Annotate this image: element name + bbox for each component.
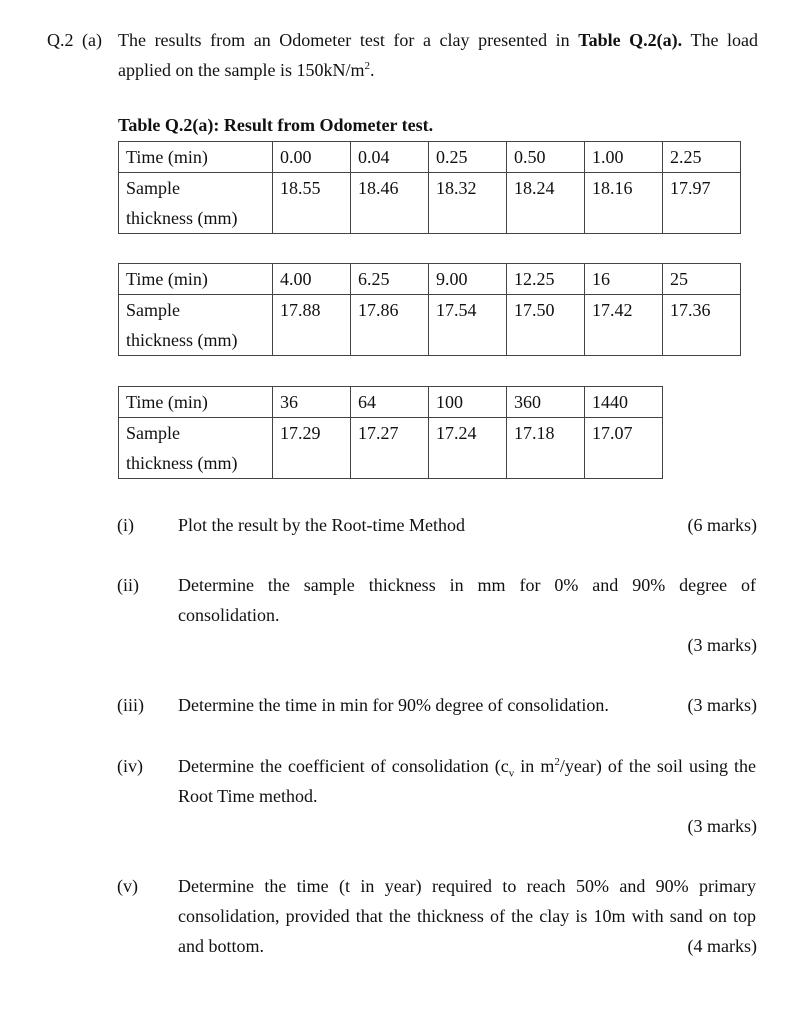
cv-subscript: v — [508, 767, 515, 780]
table-row-thickness — [119, 418, 663, 479]
intro-text-end: . — [369, 60, 375, 80]
thickness-cell: 18.55 — [273, 173, 351, 234]
time-cell: 0.25 — [429, 142, 507, 173]
subquestion-number: (v) — [117, 876, 138, 896]
odometer-table-block-2 — [118, 263, 741, 356]
time-cell: 4.00 — [273, 264, 351, 295]
row-label-thickness-line1: Sample — [126, 178, 180, 198]
thickness-cell: 17.36 — [663, 295, 741, 356]
row-label-thickness-line2: thickness (mm) — [126, 330, 238, 350]
thickness-cell: 17.88 — [273, 295, 351, 356]
time-cell: 360 — [507, 387, 585, 418]
subquestion-text: Determine the sample thickness in mm for 0% and 90% degree of consolidation. — [178, 575, 756, 625]
thickness-cell: 17.29 — [273, 418, 351, 479]
odometer-table-block-3 — [118, 386, 663, 479]
time-cell: 1.00 — [585, 142, 663, 173]
time-cell: 6.25 — [351, 264, 429, 295]
subquestion-text-b: in m — [514, 756, 555, 776]
row-label-thickness — [119, 173, 273, 234]
time-cell: 0.00 — [273, 142, 351, 173]
thickness-cell: 17.86 — [351, 295, 429, 356]
row-label-thickness-line1: Sample — [126, 423, 180, 443]
subquestion-marks: (6 marks) — [687, 515, 757, 535]
question-part: (a) — [82, 30, 102, 50]
subquestion-text: Determine the time in min for 90% degree of consolidation. — [178, 695, 609, 715]
table-row-thickness — [119, 295, 741, 356]
time-cell: 25 — [663, 264, 741, 295]
time-cell: 0.50 — [507, 142, 585, 173]
unit-superscript: 2 — [554, 756, 560, 768]
time-cell: 9.00 — [429, 264, 507, 295]
thickness-cell: 17.97 — [663, 173, 741, 234]
intro-text-mid: The load applied on the sample is 150kN/m — [118, 30, 758, 80]
time-cell: 12.25 — [507, 264, 585, 295]
thickness-cell: 18.24 — [507, 173, 585, 234]
thickness-cell: 17.50 — [507, 295, 585, 356]
table-row-time — [119, 387, 663, 418]
intro-text-pre: The results from an Odometer test for a clay presented in — [118, 30, 579, 50]
table-caption: Table Q.2(a): Result from Odometer test. — [118, 115, 434, 135]
time-cell: 36 — [273, 387, 351, 418]
table-row-time — [119, 142, 741, 173]
subquestion-text — [178, 871, 756, 961]
table-row-thickness — [119, 173, 741, 234]
row-label-thickness — [119, 418, 273, 479]
intro-unit-sup: 2 — [364, 60, 370, 72]
odometer-table-block-1 — [118, 141, 741, 234]
subquestion-text-a: Determine the coefficient of consolidation (c — [178, 756, 509, 776]
row-label-thickness-line2: thickness (mm) — [126, 453, 238, 473]
thickness-cell: 18.46 — [351, 173, 429, 234]
row-label-time: Time (min) — [119, 142, 273, 173]
row-label-thickness — [119, 295, 273, 356]
intro-table-ref: Table Q.2(a). — [578, 30, 683, 50]
thickness-cell: 18.16 — [585, 173, 663, 234]
question-intro — [118, 25, 758, 85]
thickness-cell: 18.32 — [429, 173, 507, 234]
time-cell: 16 — [585, 264, 663, 295]
time-cell: 64 — [351, 387, 429, 418]
subquestion-marks: (3 marks) — [687, 816, 757, 836]
row-label-time: Time (min) — [119, 387, 273, 418]
time-cell: 100 — [429, 387, 507, 418]
subquestion-number: (i) — [117, 515, 134, 535]
thickness-cell: 17.07 — [585, 418, 663, 479]
subquestion-text-a: Determine the time (t in year) required to reach 50% and 90% primary consolidation, provided that the thickness of the clay is 10m with sand on top and bottom. — [178, 876, 756, 956]
row-label-thickness-line1: Sample — [126, 300, 180, 320]
thickness-cell: 17.18 — [507, 418, 585, 479]
question-number: Q.2 — [47, 30, 74, 50]
thickness-cell: 17.54 — [429, 295, 507, 356]
subquestion-number: (iii) — [117, 695, 144, 715]
table-row-time — [119, 264, 741, 295]
subquestion-text — [178, 751, 756, 811]
subquestion-number: (iv) — [117, 756, 143, 776]
subquestion-text: Plot the result by the Root-time Method — [178, 515, 465, 535]
subquestion-number: (ii) — [117, 575, 139, 595]
thickness-cell: 17.24 — [429, 418, 507, 479]
time-cell: 2.25 — [663, 142, 741, 173]
thickness-cell: 17.27 — [351, 418, 429, 479]
row-label-thickness-line2: thickness (mm) — [126, 208, 238, 228]
time-cell: 1440 — [585, 387, 663, 418]
subquestion-text-c: /year) of the soil using the Root Time method. — [178, 756, 756, 806]
time-cell: 0.04 — [351, 142, 429, 173]
subquestion-marks: (4 marks) — [687, 936, 757, 956]
subquestion-marks: (3 marks) — [687, 635, 757, 655]
thickness-cell: 17.42 — [585, 295, 663, 356]
subquestion-marks: (3 marks) — [687, 695, 757, 715]
row-label-time: Time (min) — [119, 264, 273, 295]
